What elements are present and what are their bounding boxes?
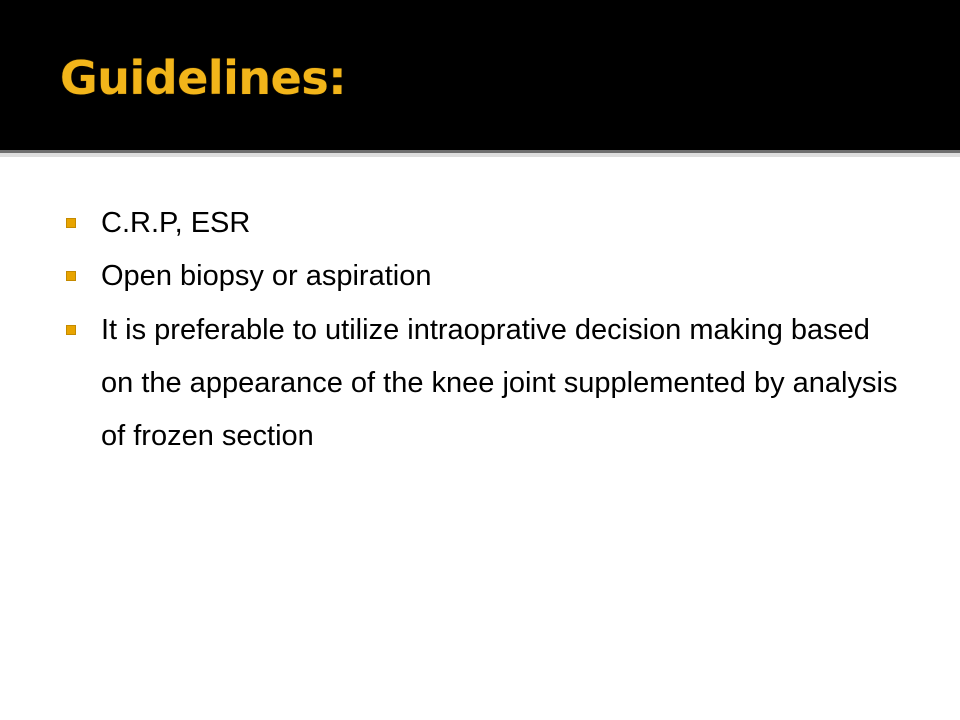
title-band <box>0 0 960 150</box>
square-bullet-icon <box>66 218 76 228</box>
bullet-item <box>66 304 906 463</box>
title-divider-light <box>0 153 960 157</box>
bullet-item <box>66 200 906 247</box>
slide-title: Guidelines: <box>60 51 347 105</box>
square-bullet-icon <box>66 271 76 281</box>
bullet-text: Open biopsy or aspiration <box>101 260 432 292</box>
bullet-text: It is preferable to utilize intraoprative decision making based on the appearance of the knee joint supplemented by analysis of frozen section <box>101 314 898 452</box>
bullet-text: C.R.P, ESR <box>101 207 251 239</box>
bullet-list <box>66 200 906 469</box>
square-bullet-icon <box>66 325 76 335</box>
bullet-item <box>66 253 906 300</box>
